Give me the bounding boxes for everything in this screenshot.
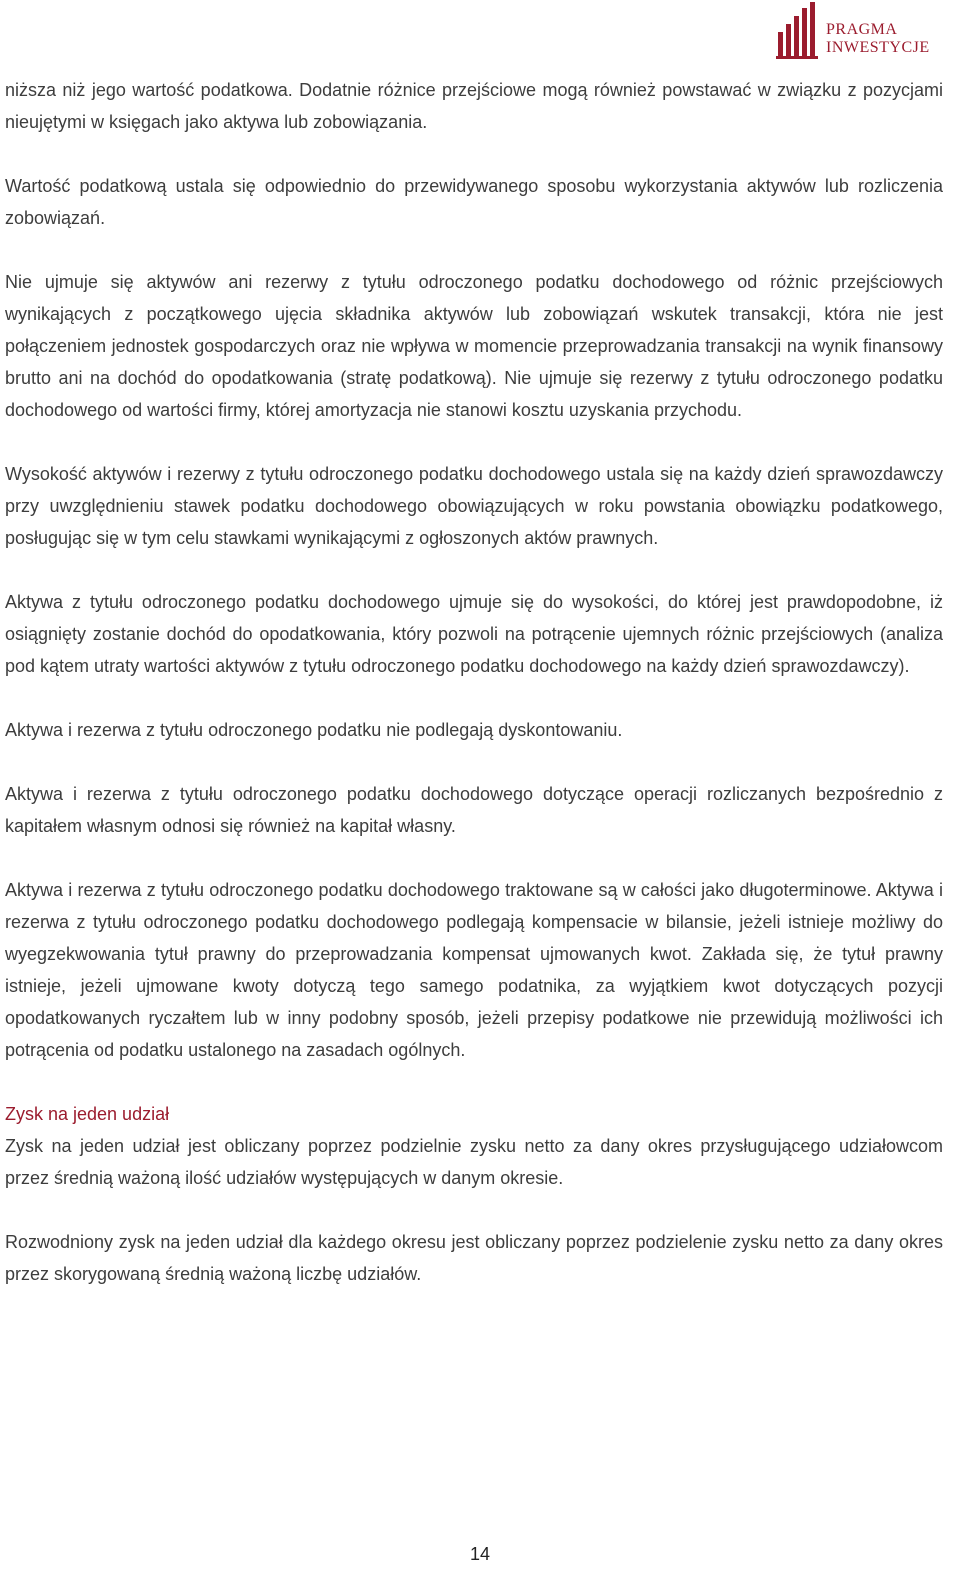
document-body [5, 74, 943, 1290]
paragraph: Wartość podatkową ustala się odpowiednio do przewidywanego sposobu wykorzystania aktywów lub rozliczenia zobowiązań. [5, 176, 943, 228]
paragraph: niższa niż jego wartość podatkowa. Dodatnie różnice przejściowe mogą również powstawać w związku z pozycjami nieujętymi w księgach jako aktywa lub zobowiązania. [5, 80, 943, 132]
paragraph: Aktywa z tytułu odroczonego podatku dochodowego ujmuje się do wysokości, do której jest prawdopodobne, iż osiągnięty zostanie dochód do opodatkowania, który pozwoli na potrącenie ujemnych różnic przejściowych (analiza pod kątem utraty wartości aktywów z tytułu odroczonego podatku dochodowego na każdy dzień sprawozdawczy). [5, 592, 943, 676]
paragraph: Zysk na jeden udział jest obliczany poprzez podzielnie zysku netto za dany okres przysługującego udziałowcom przez średnią ważoną ilość udziałów występujących w danym okresie. [5, 1136, 943, 1188]
logo-line-2: INWESTYCJE [826, 39, 930, 56]
section-heading: Zysk na jeden udział [5, 1104, 170, 1124]
paragraph: Aktywa i rezerwa z tytułu odroczonego podatku nie podlegają dyskontowaniu. [5, 720, 623, 740]
logo-line-1: PRAGMA [826, 21, 898, 38]
paragraph: Aktywa i rezerwa z tytułu odroczonego podatku dochodowego traktowane są w całości jako długoterminowe. Aktywa i rezerwa z tytułu odroczonego podatku dochodowego podlegają kompensacie w bilansie, jeżeli istnieje możliwy do wyegzekwowania tytuł prawny do przeprowadzania kompensat ujmowanych kwot. Zakłada się, że tytuł prawny istnieje, jeżeli ujmowane kwoty dotyczą tego samego podatnika, za wyjątkiem kwot dotyczących pozycji opodatkowanych ryczałtem lub w inny podobny sposób, jeżeli przepisy podatkowe nie przewidują możliwości ich potrącenia od podatku ustalonego na zasadach ogólnych. [5, 880, 943, 1060]
paragraph: Nie ujmuje się aktywów ani rezerwy z tytułu odroczonego podatku dochodowego od różnic przejściowych wynikających z początkowego ujęcia składnika aktywów lub zobowiązań wskutek transakcji, która nie jest połączeniem jednostek gospodarczych oraz nie wpływa w momencie przeprowadzania transakcji na wynik finansowy brutto ani na dochód do opodatkowania (stratę podatkową). Nie ujmuje się rezerwy z tytułu odroczonego podatku dochodowego od wartości firmy, której amortyzacja nie stanowi kosztu uzyskania przychodu. [5, 272, 943, 420]
company-logo [776, 2, 952, 60]
logo-text [826, 21, 930, 57]
paragraph: Aktywa i rezerwa z tytułu odroczonego podatku dochodowego dotyczące operacji rozliczanych bezpośrednio z kapitałem własnym odnosi się również na kapitał własny. [5, 784, 943, 836]
paragraph: Wysokość aktywów i rezerwy z tytułu odroczonego podatku dochodowego ustala się na każdy dzień sprawozdawczy przy uwzględnieniu stawek podatku dochodowego obowiązujących w roku powstania obowiązku podatkowego, posługując się w tym celu stawkami wynikającymi z ogłoszonych aktów prawnych. [5, 464, 943, 548]
paragraph: Rozwodniony zysk na jeden udział dla każdego okresu jest obliczany poprzez podzielenie zysku netto za dany okres przez skorygowaną średnią ważoną liczbę udziałów. [5, 1232, 943, 1284]
page-number: 14 [469, 1544, 491, 1564]
